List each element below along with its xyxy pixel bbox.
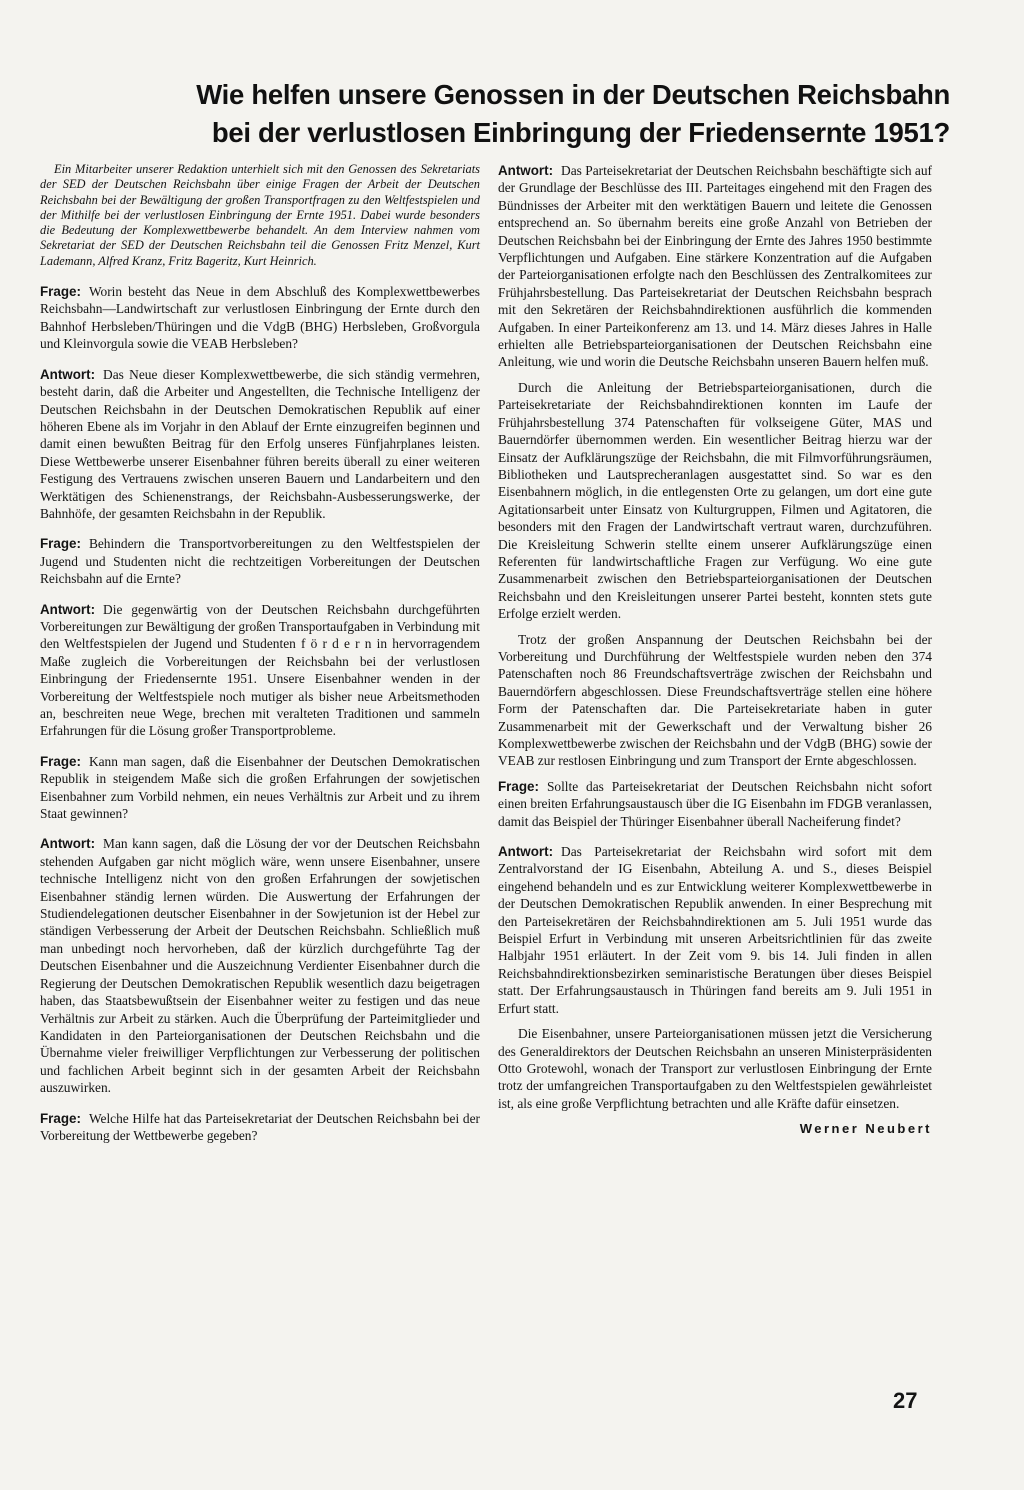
question-1-text: Worin besteht das Neue in dem Abschluß des Komplexwettbewerbes Reichsbahn—Landwirtschaft zur verlustlosen Einbringung der Ernte durch den Bahnhof Herbsleben/Thüringen und die VdgB (BHG) Herbsleben, Großvorgula und Kleinvorgula sowie die VEAB Herbsleben? xyxy=(40,284,480,352)
left-column xyxy=(40,162,480,1157)
article-headline xyxy=(150,76,950,152)
antwort-label: Antwort: xyxy=(40,366,96,382)
question-3-text: Kann man sagen, daß die Eisenbahner der Deutschen Demokratischen Republik in steigendem Maße sich die großen Erfahrungen der sowjetischen Eisenbahner zum Vorbild nehmen, ein neues Verhältnis zur Arbeit und zu ihrem Staat gewinnen? xyxy=(40,753,480,822)
frage-label: Frage: xyxy=(40,536,81,552)
answer-4-text: Das Parteisekretariat der Deutschen Reichsbahn beschäftigte sich auf der Grundlage der Beschlüsse des III. Parteitages eingehend mit den Fragen des Bündnisses der Arbeiter mit den werktätigen Bauern und leitete die Genossen entsprechend an. So übernahm bereits eine große Anzahl von Betrieben der Deutschen Reichsbahn bei der Einbringung der Ernte des Jahres 1950 bestimmte Verpflichtungen und Aufgaben. Eine stärkere Konzentration auf die Aufgaben der Parteiorganisationen erfolgte nach den Beschlüssen des Zentralkomitees zur Frühjahrsbestellung. Das Parteisekretariat der Deutschen Reichsbahn besprach mit den Sekretären der Reichsbahndirektionen ausführlich die kommenden Aufgaben. In einer Parteikonferenz am 13. und 14. März dieses Jahres in Halle erhielten alle Betriebsparteiorganisationen der Deutschen Reichsbahn eine Anleitung, wie und worin die Deutsche Reichsbahn unseren Bauern helfen muß. xyxy=(498,163,932,370)
answer-2 xyxy=(40,601,480,740)
headline-line-2: bei der verlustlosen Einbringung der Friedensernte 1951? xyxy=(211,117,950,148)
answer-1-text: Das Neue dieser Komplexwettbewerbe, die sich ständig vermehren, besteht darin, daß die Arbeiter und Angestellten, die Technische Intelligenz der Deutschen Reichsbahn in der Deutschen Demokratischen Republik auf einer höheren Ebene als im Vorjahr in den Ablauf der Ernte einzugreifen beginnen und damit einen bewußten Beitrag für den Erfolg unseres Fünfjahrplanes leisten. Diese Wettbewerbe unserer Eisenbahner führen bereits überall zu einer weiteren Festigung des Vertrauens zwischen unseren Bauern und Landarbeitern und den Werktätigen des Schienenstrangs, der Reichsbahn-Ausbesserungswerke, der Bahnhöfe, der gesamten Reichsbahn in der Republik. xyxy=(40,366,480,521)
frage-label: Frage: xyxy=(40,284,81,300)
question-4 xyxy=(40,1110,480,1145)
frage-label: Frage: xyxy=(40,753,81,769)
question-1 xyxy=(40,283,480,353)
answer-3 xyxy=(40,835,480,1096)
antwort-label: Antwort: xyxy=(498,844,554,860)
page-number: 27 xyxy=(893,1388,918,1413)
question-2 xyxy=(40,535,480,587)
question-2-text: Behindern die Transportvorbereitungen zu den Weltfestspielen der Jugend und Studenten nicht die rechtzeitigen Vorbereitungen der Deutschen Reichsbahn auf die Ernte? xyxy=(40,536,480,587)
answer-4 xyxy=(498,162,932,371)
question-4-text: Welche Hilfe hat das Parteisekretariat der Deutschen Reichsbahn bei der Vorbereitung der Wettbewerbe gegeben? xyxy=(40,1110,480,1143)
answer-3-text: Man kann sagen, daß die Lösung der vor der Deutschen Reichsbahn stehenden Aufgaben gar nicht möglich wäre, wenn unsere Eisenbahner, unsere technische Intelligenz nicht von den großen Erfahrungen der sowjetischen Eisenbahner ständig lernen würden. Die Auswertung der Erfahrungen der Studiendelegationen deutscher Eisenbahner in der Sowjetunion ist der Hebel zur ständigen Verbesserung der Arbeit der Deutschen Reichsbahn. Schließlich muß man unbedingt noch hervorheben, daß der kürzlich durchgeführte Tag der Deutschen Eisenbahner und die Auszeichnung Verdienter Eisenbahner durch die Regierung der Deutschen Demokratischen Republik wesentlich dazu beigetragen haben, das Staatsbewußtsein der Eisenbahner weiter zu festigen und das neue Verhältnis zur Arbeit zu stärken. Auch die Überprüfung der Parteimitglieder und Kandidaten in den Parteiorganisationen der Deutschen Reichsbahn und die Übernahme vieler freiwilliger Verpflichtungen zur Verbesserung der politischen und fachlichen Arbeit beginnt sich in der gesamten Arbeit der Reichsbahn auszuwirken. xyxy=(40,836,480,1096)
paragraph-2: Durch die Anleitung der Betriebsparteiorganisationen, durch die Parteisekretariate der Reichsbahndirektionen konnten im Laufe der Frühjahrsbestellung 374 Patenschaften für volkseigene Güter, MAS und Bauerndörfer übernommen werden. Ein wesentlicher Beitrag hierzu war der Einsatz der Aufklärungszüge der Reichsbahn, die mit Filmvorführungsräumen, Bibliotheken und Lautsprecheranlagen ausgestattet sind. So war es den Eisenbahnern möglich, in die entlegensten Orte zu gelangen, um dort eine gute Agitationsarbeit unter Einsatz von Kulturgruppen, Filmen und Agitatoren, die besonders mit den Fragen der Landwirtschaft vertraut waren, durchzuführen. Die Kreisleitung Schwerin stellte einem unserer Aufklärungszüge einen Referenten für landwirtschaftliche Fragen zur Verfügung. Wo eine gute Zusammenarbeit zwischen den Betriebsparteiorganisationen der Deutschen Reichsbahn und den Kreisleitungen unserer Partei besteht, konnten stets gute Erfolge erzielt werden. xyxy=(498,379,932,622)
answer-1 xyxy=(40,366,480,523)
antwort-label: Antwort: xyxy=(40,836,96,852)
question-3 xyxy=(40,753,480,823)
right-column xyxy=(498,162,932,1138)
answer-2-text: Die gegenwärtig von der Deutschen Reichsbahn durchgeführten Vorbereitungen zur Bewältigung der großen Transportaufgaben in Verbindung mit den Weltfestspielen der Jugend und Studenten f ö r d e r n in hervorragendem Maße zugleich die Vorbereitungen der Reichsbahn bei der verlustlosen Einbringung der Friedensernte 1951. Unsere Eisenbahner wenden in der Vorbereitung der Weltfestspiele noch mutiger als bisher neue Arbeitsmethoden an, beschreiten neue Wege, brechen mit veralteten Traditionen und sammeln Erfahrungen für die Lösung großer Transportprobleme. xyxy=(40,601,480,739)
paragraph-6: Die Eisenbahner, unsere Parteiorganisationen müssen jetzt die Versicherung des Generaldirektors der Deutschen Reichsbahn an unseren Ministerpräsidenten Otto Grotewohl, wonach der Transport zur verlustlosen Einbringung der Ernte trotz der umfangreichen Transportaufgaben zu den Weltfestspielen gewährleistet ist, als eine große Verpflichtung betrachten und alle Kräfte dafür einsetzen. xyxy=(498,1026,932,1111)
antwort-label: Antwort: xyxy=(498,163,554,178)
frage-label: Frage: xyxy=(40,1110,81,1126)
author-byline: Werner Neubert xyxy=(799,1121,932,1137)
antwort-label: Antwort: xyxy=(40,601,96,617)
frage-label: Frage: xyxy=(498,778,539,794)
intro-paragraph: Ein Mitarbeiter unserer Redaktion unterhielt sich mit den Genossen des Sekretariats der SED der Deutschen Reichsbahn über einige Fragen der Arbeit der Deutschen Reichsbahn bei der Bewältigung der großen Transportfragen zu den Weltfestspielen und der Mithilfe bei der verlustlosen Einbringung der Ernte 1951. Dabei wurde besonders die Bedeutung der Komplexwettbewerbe behandelt. An dem Interview nahmen vom Sekretariat der SED der Deutschen Reichsbahn teil die Genossen Fritz Menzel, Kurt Lademann, Alfred Kranz, Fritz Bageritz, Kurt Heinrich. xyxy=(40,162,480,268)
question-5-text: Sollte das Parteisekretariat der Deutschen Reichsbahn nicht sofort einen breiten Erfahrungsaustausch über die IG Eisenbahn im FDGB veranlassen, damit das Beispiel der Thüringer Eisenbahner überall Nacheiferung findet? xyxy=(498,778,932,829)
question-5 xyxy=(498,778,932,830)
paragraph-3: Trotz der großen Anspannung der Deutschen Reichsbahn bei der Vorbereitung und Durchführung der Weltfestspiele wurden neben den 374 Patenschaften noch 86 Freundschaftsverträge zwischen der Reichsbahn und Bauerndörfern abgeschlossen. Diese Freundschaftsverträge stellen eine höhere Form der Patenschaften dar. Die Parteisekretariate haben in guter Zusammenarbeit mit der Gewerkschaft und der Verwaltung bisher 26 Komplexwettbewerbe zwischen der Reichsbahn und der VdgB (BHG) sowie der VEAB zur restlosen Einbringung und zum Transport der Ernte abgeschlossen. xyxy=(498,631,932,769)
answer-5-text: Das Parteisekretariat der Reichsbahn wird sofort mit dem Zentralvorstand der IG Eisenbahn, Abteilung A. und S., dieses Beispiel eingehend behandeln und es zur Entwicklung weiterer Komplexwettbewerbe in der Deutschen Demokratischen Republik anwenden. In einer Besprechung mit den Parteisekretären der Reichsbahndirektionen am 5. Juli 1951 wurde das Beispiel Erfurt in Verbindung mit unseren Arbeitsrichtlinien für das zweite Halbjahr 1951 erläutert. In der Zeit vom 9. bis 14. Juli finden in allen Reichsbahndirektionsbezirken seminaristische Beratungen über dieses Beispiel statt. Der Erfahrungsaustausch in Thüringen fand bereits am 9. Juli 1951 in Erfurt statt. xyxy=(498,844,932,1016)
answer-5 xyxy=(498,843,932,1017)
headline-line-1: Wie helfen unsere Genossen in der Deutschen Reichsbahn xyxy=(196,79,950,110)
